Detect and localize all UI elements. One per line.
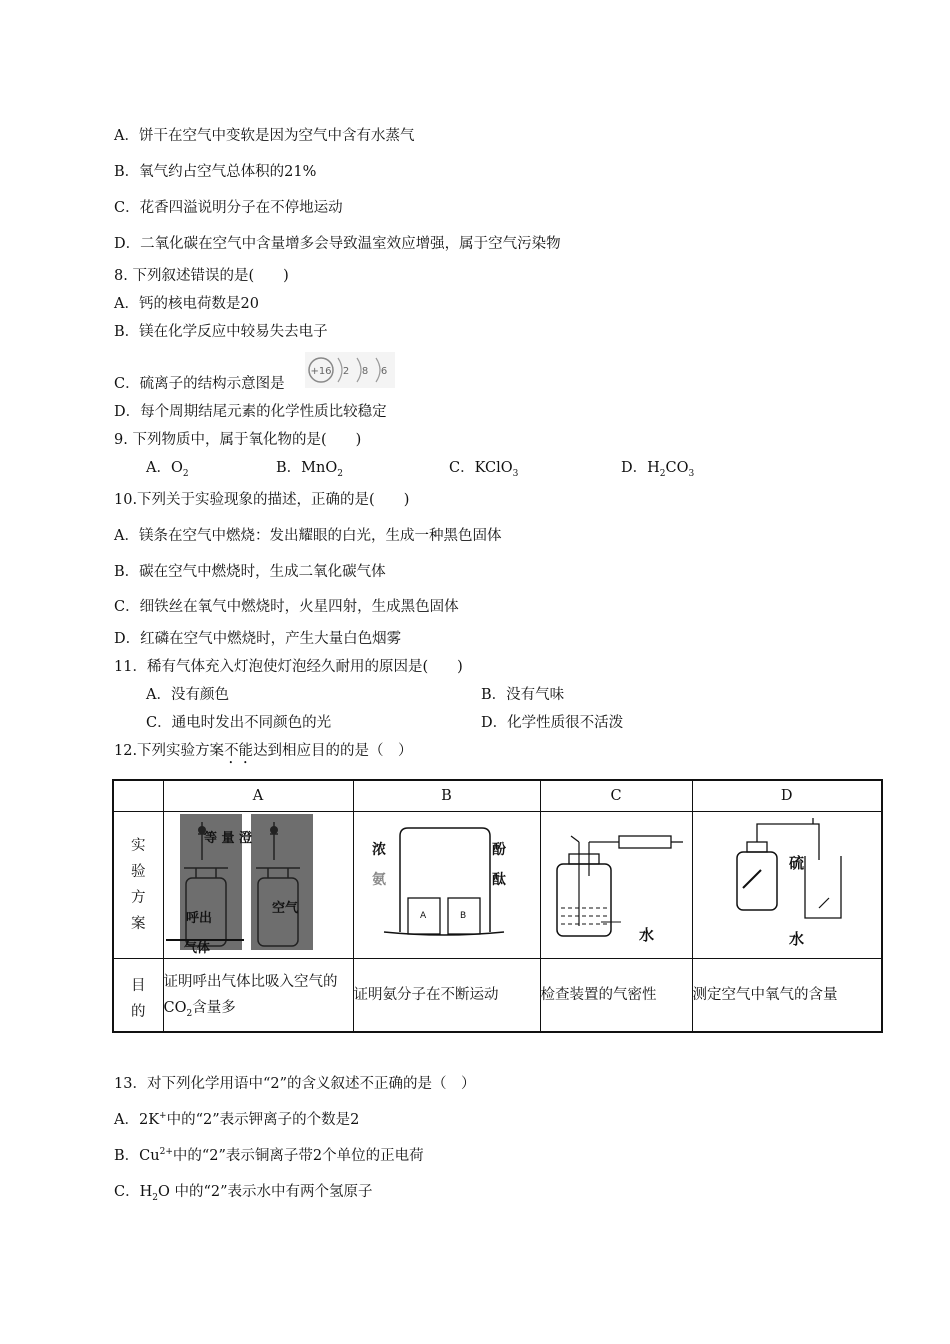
q11-options-row2 xyxy=(0,713,950,733)
q10-stem: 10.下列关于实验现象的描述，正确的是( ) xyxy=(114,492,410,508)
column-header-b: B xyxy=(353,780,540,812)
q11-option-c: C．通电时发出不同颜色的光 xyxy=(146,715,332,731)
figure-d-oxygen-test xyxy=(693,812,883,958)
q8-option-a: A．钙的核电荷数是20 xyxy=(114,296,259,312)
diagram-shell-1: 2 xyxy=(342,366,350,377)
plan-cell-b xyxy=(353,812,540,959)
figure-c-syringe-bottle xyxy=(541,812,693,958)
plan-cell-c xyxy=(540,812,692,959)
q8-option-d: D．每个周期结尾元素的化学性质比较稳定 xyxy=(114,404,387,420)
fig-b-right-2: 酞 xyxy=(491,872,506,888)
column-header-a: A xyxy=(163,780,353,812)
fig-a-bottom-label: 气体 xyxy=(183,941,210,956)
q11-stem: 11．稀有气体充入灯泡使灯泡经久耐用的原因是( ) xyxy=(114,659,463,675)
fig-b-right-1: 酚 xyxy=(491,842,506,858)
q8-option-c-text: C．硫离子的结构示意图是 xyxy=(114,376,285,392)
fig-a-top-label: 等 量 澄 xyxy=(203,831,252,846)
q13-stem: 13．对下列化学用语中“2”的含义叙述不正确的是（ ） xyxy=(114,1076,476,1092)
q11-option-d: D．化学性质很不活泼 xyxy=(481,715,624,731)
q8-stem: 8. 下列叙述错误的是( ) xyxy=(114,268,289,284)
fig-b-beaker-a: A xyxy=(419,911,426,921)
fig-a-left-label: 呼出 xyxy=(185,911,212,926)
q10-option-b: B．碳在空气中燃烧时，生成二氧化碳气体 xyxy=(114,564,386,580)
q8-option-c xyxy=(114,374,285,394)
purpose-cell-a: 证明呼出气体比吸入空气的$CO_2$含量多 xyxy=(163,959,353,1033)
q10-option-c: C．细铁丝在氧气中燃烧时，火星四射，生成黑色固体 xyxy=(114,599,459,615)
fig-b-beaker-b: B xyxy=(459,911,466,921)
table-header-row xyxy=(113,780,882,812)
q11-option-b: B．没有气味 xyxy=(481,687,565,703)
purpose-cell-d: 测定空气中氧气的含量 xyxy=(692,959,882,1033)
q9-stem: 9. 下列物质中，属于氧化物的是( ) xyxy=(114,432,362,448)
q8-option-b: B．镁在化学反应中较易失去电子 xyxy=(114,324,328,340)
plan-cell-a xyxy=(163,812,353,959)
fig-d-water-label: 水 xyxy=(788,930,804,948)
plan-cell-d xyxy=(692,812,882,959)
q11-options-row1 xyxy=(0,685,950,705)
experiment-table xyxy=(112,779,883,1033)
q13-option-a: A．2K+中的“2”表示钾离子的个数是2 xyxy=(114,1111,360,1128)
q12-stem xyxy=(114,741,413,767)
purpose-cell-c: 检查装置的气密性 xyxy=(540,959,692,1033)
q9-option-b: B．MnO$_2$ xyxy=(276,460,343,479)
q7-option-d: D．二氧化碳在空气中含量增多会导致温室效应增强，属于空气污染物 xyxy=(114,236,561,252)
fig-b-left-1: 浓 xyxy=(371,842,386,858)
q7-option-c: C．花香四溢说明分子在不停地运动 xyxy=(114,200,343,216)
q13-option-b: B．$Cu^{2+}$中的“2”表示铜离子带2个单位的正电荷 xyxy=(114,1147,424,1164)
figure-b-bell-jar xyxy=(354,812,541,958)
fig-c-water-label: 水 xyxy=(638,926,654,944)
fig-d-sulfur-label: 硫 xyxy=(788,854,804,872)
q10-option-d: D．红磷在空气中燃烧时，产生大量白色烟雾 xyxy=(114,631,402,647)
column-header-d: D xyxy=(692,780,882,812)
diagram-nucleus: +16 xyxy=(310,366,332,377)
experiment-purpose-row xyxy=(113,959,882,1033)
q10-option-a: A．镁条在空气中燃烧：发出耀眼的白光，生成一种黑色固体 xyxy=(114,528,502,544)
q7-option-a: A．饼干在空气中变软是因为空气中含有水蒸气 xyxy=(114,128,415,144)
sulfur-ion-diagram xyxy=(305,352,395,388)
q12-stem-pre: 12.下列实验方案 xyxy=(114,743,225,759)
q13-option-c: C．$H_2O$ 中的“2”表示水中有两个氢原子 xyxy=(114,1184,373,1203)
q12-stem-post: 达到相应目的的是（ ） xyxy=(253,743,413,759)
experiment-plan-row xyxy=(113,812,882,959)
q12-stem-emphasis: 不能 xyxy=(224,743,254,759)
q9-option-a: A．$O_2$ xyxy=(146,460,189,479)
column-header-c: C xyxy=(540,780,692,812)
fig-b-left-2: 氨 xyxy=(371,872,386,888)
fig-a-right-label: 空气 xyxy=(271,901,298,916)
diagram-shell-3: 6 xyxy=(380,366,388,377)
q9-options xyxy=(0,458,950,478)
q7-option-b: B．氧气约占空气总体积的21% xyxy=(114,164,317,180)
table-corner-cell xyxy=(113,780,163,812)
row-label-plan: 实 验 方 案 xyxy=(113,812,163,959)
q11-option-a: A．没有颜色 xyxy=(146,687,229,703)
row-label-purpose: 目 的 xyxy=(113,959,163,1033)
q9-option-d: D．$H_2CO_3$ xyxy=(621,460,695,479)
diagram-shell-2: 8 xyxy=(361,366,369,377)
figure-a-bottles xyxy=(164,812,354,958)
purpose-cell-b: 证明氨分子在不断运动 xyxy=(353,959,540,1033)
q9-option-c: C．KClO$_3$ xyxy=(449,460,519,479)
